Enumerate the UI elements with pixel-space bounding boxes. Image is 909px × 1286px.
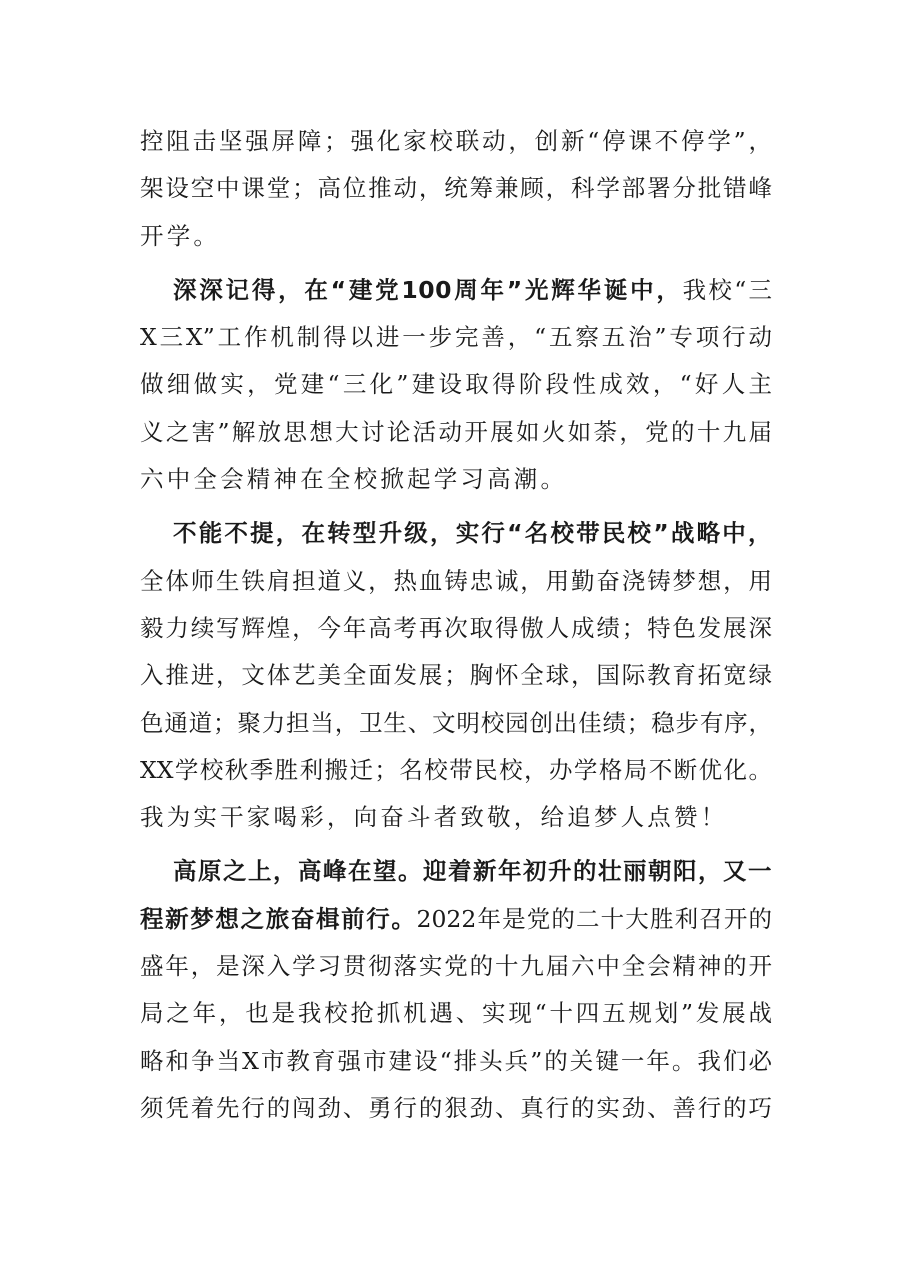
body-text: 毅力续写辉煌，今年高考再次取得傲人成绩；特色发展深: [140, 613, 772, 642]
paragraph: [140, 510, 772, 841]
body-text: 色通道；聚力担当，卫生、文明校园创出佳绩；稳步有序，: [140, 708, 772, 737]
body-text: 略和争当X市教育强市建设“排头兵”的关键一年。我们必: [140, 1046, 772, 1075]
body-text: XX学校秋季胜利搬迁；名校带民校，办学格局不断优化。: [140, 755, 772, 784]
body-text: 开学。: [140, 221, 221, 250]
text-line: [140, 848, 772, 895]
text-line: [140, 700, 772, 747]
body-text: 全体师生铁肩担道义，热血铸忠诚，用勤奋浇铸梦想，用: [140, 566, 772, 595]
text-line: [140, 794, 772, 841]
bold-lead-text: 深深记得，在“建党100周年”光辉华诞中，: [173, 275, 683, 304]
paragraph: [140, 118, 772, 260]
text-line: [140, 747, 772, 794]
text-line: [140, 1085, 772, 1132]
body-text: X三X”工作机制得以进一步完善，“五察五治”专项行动: [140, 323, 772, 352]
text-line: [140, 456, 772, 503]
body-text: 我校“三: [682, 275, 772, 304]
text-line: [140, 652, 772, 699]
body-text: 局之年，也是我校抢抓机遇、实现“十四五规划”发展战: [140, 999, 772, 1028]
text-line: [140, 314, 772, 361]
text-line: [140, 409, 772, 456]
text-line: [140, 165, 772, 212]
document-body: [140, 118, 772, 1139]
text-line: [140, 510, 772, 557]
text-line: [140, 213, 772, 260]
bold-lead-text: 高原之上，高峰在望。迎着新年初升的壮丽朝阳，又一: [173, 857, 772, 886]
text-line: [140, 558, 772, 605]
text-line: [140, 990, 772, 1037]
text-line: [140, 896, 772, 943]
body-text: 义之害”解放思想大讨论活动开展如火如荼，党的十九届: [140, 417, 772, 446]
body-text: 控阻击坚强屏障；强化家校联动，创新“停课不停学”，: [140, 127, 772, 155]
bold-lead-text: 不能不提，在转型升级，实行“名校带民校”战略中，: [173, 519, 772, 548]
body-text: 架设空中课堂；高位推动，统筹兼顾，科学部署分批错峰: [140, 174, 772, 203]
text-line: [140, 118, 772, 165]
paragraph: [140, 267, 772, 503]
text-line: [140, 943, 772, 990]
body-text: 入推进，文体艺美全面发展；胸怀全球，国际教育拓宽绿: [140, 661, 772, 690]
text-line: [140, 361, 772, 408]
text-line: [140, 605, 772, 652]
text-line: [140, 1038, 772, 1085]
body-text: 六中全会精神在全校掀起学习高潮。: [140, 465, 568, 494]
text-line: [140, 267, 772, 314]
body-text: 做细做实，党建“三化”建设取得阶段性成效，“好人主: [140, 370, 772, 399]
body-text: 盛年，是深入学习贯彻落实党的十九届六中全会精神的开: [140, 952, 772, 981]
body-text: 须凭着先行的闯劲、勇行的狠劲、真行的实劲、善行的巧: [140, 1093, 772, 1122]
paragraph: [140, 848, 772, 1132]
bold-lead-text: 程新梦想之旅奋楫前行。: [140, 904, 417, 933]
body-text: 2022年是党的二十大胜利召开的: [416, 904, 772, 933]
body-text: 我为实干家喝彩，向奋斗者致敬，给追梦人点赞！: [140, 803, 728, 832]
